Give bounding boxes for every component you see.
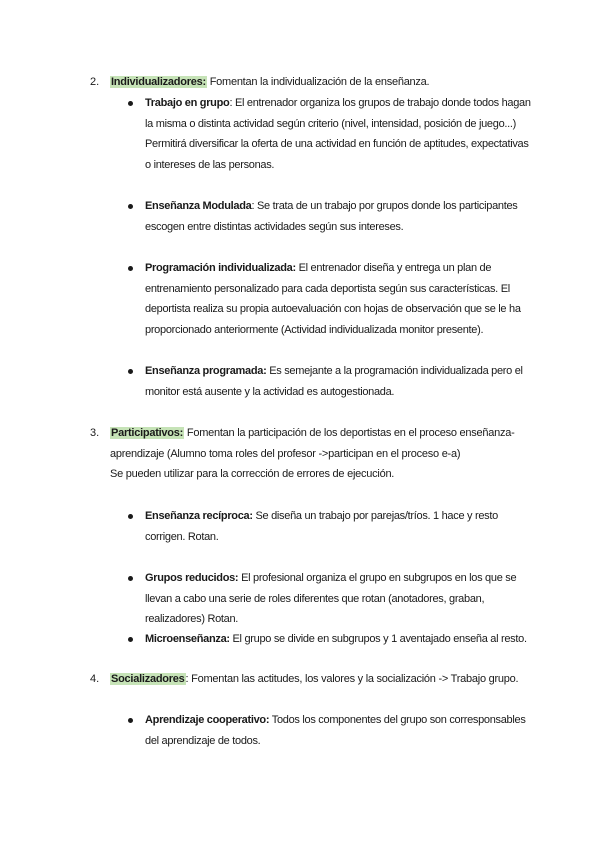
section-number: 3. (90, 427, 100, 439)
bullet-icon (128, 369, 133, 374)
item-text (145, 568, 535, 630)
item-text (145, 361, 535, 402)
item-term: Enseñanza Modulada (145, 200, 252, 212)
item-description: El profesional organiza el grupo en subgrupos en los que se llevan a cabo una serie de roles diferentes que rotan (anotadores, graban, realizadores) Rotan. (145, 572, 517, 625)
section-heading (110, 669, 550, 690)
item-description: El grupo se divide en subgrupos y 1 aventajado enseña al resto. (229, 633, 527, 645)
item-description: Es semejante a la programación individualizada pero el monitor está ausente y la actividad es autogestionada. (145, 365, 523, 398)
section-title-highlight: Individualizadores: (111, 76, 206, 88)
bullet-icon (128, 101, 133, 106)
item-description: : Se trata de un trabajo por grupos donde los participantes escogen entre distintas actividades según sus intereses. (145, 200, 518, 233)
section-number: 2. (90, 76, 100, 88)
item-description: : El entrenador organiza los grupos de trabajo donde todos hagan la misma o distinta actividad según criterio (nivel, intensidad, posición de juego...) Permitirá diversificar la oferta de una actividad en función de aptitudes, expectativas o intereses de las personas. (145, 97, 531, 171)
section-heading (110, 423, 550, 485)
item-term: Enseñanza recíproca: (145, 510, 253, 522)
section-number: 4. (90, 673, 100, 685)
section-title-highlight: Participativos: (111, 427, 184, 439)
item-text (145, 93, 535, 175)
item-term: Enseñanza programada: (145, 365, 267, 377)
section-heading (110, 72, 550, 93)
section-title-highlight: Socializadores (111, 673, 185, 685)
bullet-icon (128, 637, 133, 642)
item-text (145, 506, 535, 547)
item-description: Se diseña un trabajo por parejas/tríos. 1 hace y resto corrigen. Rotan. (145, 510, 498, 543)
item-description: El entrenador diseña y entrega un plan de entrenamiento personalizado para cada deportista según sus características. El deportista realiza su propia autoevaluación con hojas de observación que se le ha proporcionado anteriormente (Actividad individualizada monitor presente). (145, 262, 521, 336)
item-term: Microenseñanza: (145, 633, 230, 645)
section-text: Fomentan la individualización de la enseñanza. (206, 76, 430, 88)
section-note: Se pueden utilizar para la corrección de errores de ejecución. (110, 468, 395, 480)
item-term: Programación individualizada: (145, 262, 296, 274)
section-text: Fomentan la participación de los deportistas en el proceso enseñanza-aprendizaje (Alumno toma roles del profesor ->participan en el proceso e-a) (110, 427, 515, 460)
bullet-icon (128, 718, 133, 723)
item-term: Trabajo en grupo (145, 97, 230, 109)
bullet-icon (128, 266, 133, 271)
bullet-icon (128, 576, 133, 581)
item-term: Grupos reducidos: (145, 572, 239, 584)
bullet-icon (128, 204, 133, 209)
item-text (145, 196, 535, 237)
item-description: Todos los componentes del grupo son corresponsables del aprendizaje de todos. (145, 714, 526, 747)
item-text (145, 258, 535, 340)
item-text (145, 710, 535, 751)
item-term: Aprendizaje cooperativo: (145, 714, 270, 726)
item-text (145, 629, 535, 650)
bullet-icon (128, 514, 133, 519)
section-text: : Fomentan las actitudes, los valores y la socialización -> Trabajo grupo. (185, 673, 519, 685)
